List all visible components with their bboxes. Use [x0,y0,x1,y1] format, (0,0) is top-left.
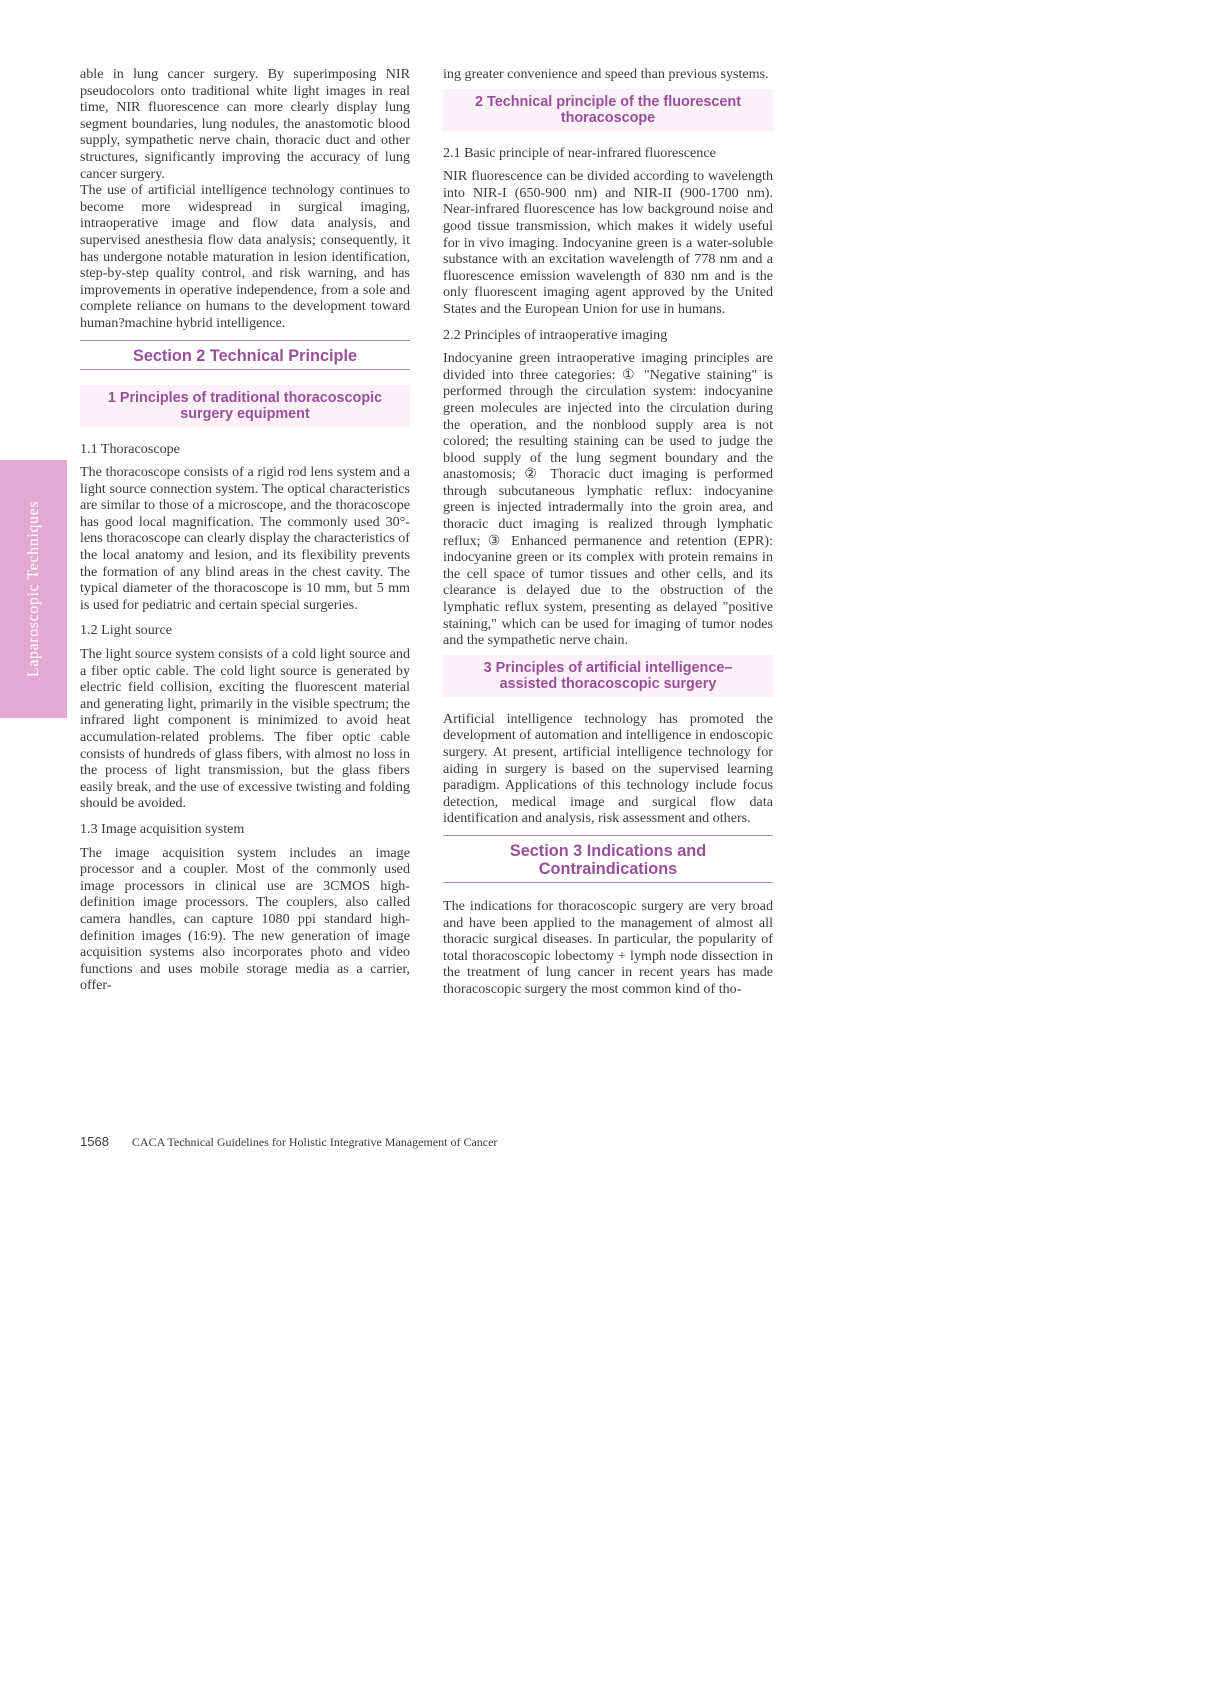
side-tab [0,460,67,718]
subsection-heading: 1 Principles of traditional thoracoscopic surgery equipment [80,385,410,427]
subsubsection-heading: 2.2 Principles of intraoperative imaging [443,326,668,343]
section-heading: Section 2 Technical Principle [80,340,410,370]
page-number: 1568 [80,1134,109,1149]
subsubsection-heading: 1.1 Thoracoscope [80,440,180,457]
section-heading: Section 3 Indications and Contraindications [443,835,773,883]
paragraph: The image acquisition system includes an image processor and a coupler. Most of the commonly used image processors in clinical use are 3CMOS high-definition image processors. The couplers, also called camera handles, can capture 1080 ppi standard high-definition images (16:9). The new generation of image acquisition systems also incorporates photo and video functions and uses mobile storage media as a carrier, offer- [80,844,410,994]
paragraph: Artificial intelligence technology has promoted the development of automation and intelligence in endoscopic surgery. At present, artificial intelligence technology for aiding in surgery is based on the supervised learning paradigm. Applications of this technology include focus detection, medical image and surgical flow data identification and analysis, risk assessment and others. [443,710,773,827]
right-column [443,66,773,998]
paragraph: The use of artificial intelligence technology continues to become more widespread in surgical imaging, intraoperative image and flow data analysis, and supervised anesthesia flow data analysis; consequently, it has undergone notable maturation in lesion identification, step-by-step quality control, and risk warning, and has improvements in operative independence, from a sole and complete reliance on humans to the development toward human?machine hybrid intelligence. [80,182,410,331]
subsubsection-heading: 1.2 Light source [80,622,172,639]
paragraph: The light source system consists of a cold light source and a fiber optic cable. The cold light source is generated by electric field collision, exciting the fluorescent material and generating light, primarily in the visible spectrum; the infrared light component is minimized to avoid heat accumulation-related problems. The fiber optic cable consists of hundreds of glass fibers, with almost no loss in the process of light transmission, but the glass fibers easily break, and the use of excessive twisting and folding should be avoided. [80,646,410,812]
left-column [80,66,410,994]
subsection-heading: 2 Technical principle of the fluorescent thoracoscope [443,89,773,131]
paragraph: Indocyanine green intraoperative imaging principles are divided into three categories: ① "Negative staining" is performed through the circulation system: indocyanine green molecules are injected into the circulation during the operation, and the nonblood supply area is not colored; the resulting staining can be used to judge the blood supply of the lung segment boundary and the anastomosis; ② Thoracic duct imaging is performed through subcutaneous lymphatic reflux: indocyanine green is injected intradermally into the groin area, and thoracic duct imaging is realized through lymphatic reflux; ③ Enhanced permanence and retention (EPR): indocyanine green or its complex with protein remains in the cell space of tumor tissues and other cells, and its clearance is delayed due to the obstruction of the lymphatic reflux system, presenting as delayed "positive staining," which can be used for imaging of tumor nodes and the sympathetic nerve chain. [443,350,773,649]
side-tab-label: Laparoscopic Techniques [24,500,42,678]
paragraph: The indications for thoracoscopic surgery are very broad and have been applied to the management of almost all thoracic surgical diseases. In particular, the popularity of total thoracoscopic lobectomy + lymph node dissection in the treatment of lung cancer in recent years has made thoracoscopic surgery the most common kind of tho- [443,897,773,997]
paragraph: able in lung cancer surgery. By superimposing NIR pseudocolors onto traditional white light images in real time, NIR fluorescence can more clearly display lung segment boundaries, lung nodules, the anastomotic blood supply, sympathetic nerve chain, thoracic duct and other structures, significantly improving the accuracy of lung cancer surgery. [80,66,410,182]
journal-title: CACA Technical Guidelines for Holistic Integrative Management of Cancer [131,1135,498,1149]
subsubsection-heading: 1.3 Image acquisition system [80,820,245,837]
paragraph: ing greater convenience and speed than previous systems. [443,66,769,82]
subsubsection-heading: 2.1 Basic principle of near-infrared fluorescence [443,144,716,161]
paragraph: The thoracoscope consists of a rigid rod lens system and a light source connection system. The optical characteristics are similar to those of a microscope, and the thoracoscope has good local magnification. The commonly used 30°-lens thoracoscope can clearly display the characteristics of the local anatomy and lesion, and its flexibility prevents the formation of any blind areas in the chest cavity. The typical diameter of the thoracoscope is 10 mm, but 5 mm is used for pediatric and certain special surgeries. [80,464,410,613]
subsection-heading: 3 Principles of artificial intelligence–assisted thoracoscopic surgery [443,655,773,697]
paragraph: NIR fluorescence can be divided according to wavelength into NIR-I (650-900 nm) and NIR-II (900-1700 nm). Near-infrared fluorescence has low background noise and good tissue transmission, which makes it widely useful for in vivo imaging. Indocyanine green is a water-soluble substance with an excitation wavelength of 778 nm and a fluorescence emission wavelength of 830 nm and is the only fluorescent imaging agent approved by the United States and the European Union for use in humans. [443,168,773,317]
page-footer [80,1134,497,1150]
